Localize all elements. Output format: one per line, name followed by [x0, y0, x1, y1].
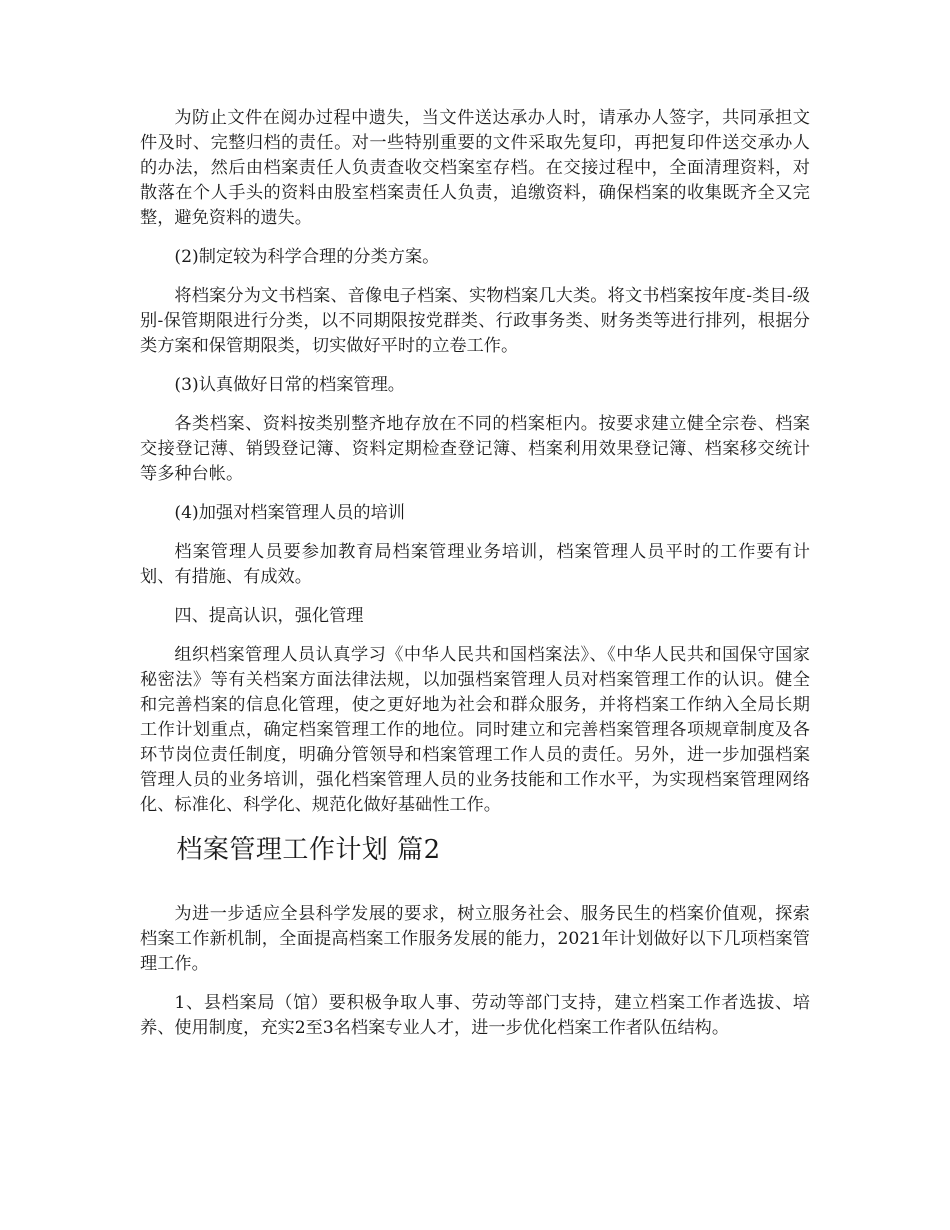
section-heading-plan-2: 档案管理工作计划 篇2	[176, 835, 441, 865]
paragraph-section-four-heading: 四、提高认识，强化管理	[174, 606, 364, 626]
paragraph-training-heading: (4)加强对档案管理人员的培训	[174, 503, 405, 523]
paragraph-daily-management-heading: (3)认真做好日常的档案管理。	[174, 375, 405, 395]
paragraph-daily-management: 各类档案、资料按类别整齐地存放在不同的档案柜内。按要求建立健全宗卷、档案交接登记薄、销毁登记簿、资料定期检查登记簿、档案利用效果登记簿、档案移交统计等多种台帐。	[140, 414, 810, 484]
paragraph-classification-scheme: 将档案分为文书档案、音像电子档案、实物档案几大类。将文书档案按年度-类目-级别-保管期限进行分类，以不同期限按党群类、行政事务类、财务类等进行排列，根据分类方案和保管期限类，切实做好平时的立卷工作。	[140, 286, 810, 356]
paragraph-training: 档案管理人员要参加教育局档案管理业务培训，档案管理人员平时的工作要有计划、有措施、有成效。	[140, 542, 810, 587]
paragraph-archive-handover: 为防止文件在阅办过程中遗失，当文件送达承办人时，请承办人签字，共同承担文件及时、完整归档的责任。对一些特别重要的文件采取先复印，再把复印件送交承办人的办法，然后由档案责任人负责查收交档案室存档。在交接过程中，全面清理资料，对散落在个人手头的资料由股室档案责任人负责，追缴资料，确保档案的收集既齐全又完整，避免资料的遗失。	[140, 108, 810, 228]
paragraph-plan-item-1: 1、县档案局（馆）要积极争取人事、劳动等部门支持，建立档案工作者选拔、培养、使用制度，充实2至3名档案专业人才，进一步优化档案工作者队伍结构。	[140, 993, 810, 1038]
paragraph-awareness: 组织档案管理人员认真学习《中华人民共和国档案法》、《中华人民共和国保守国家秘密法》等有关档案方面法律法规，以加强档案管理人员对档案管理工作的认识。健全和完善档案的信息化管理，使之更好地为社会和群众服务，并将档案工作纳入全局长期工作计划重点，确定档案管理工作的地位。同时建立和完善档案管理各项规章制度及各环节岗位责任制度，明确分管领导和档案管理工作人员的责任。另外，进一步加强档案管理人员的业务培训，强化档案管理人员的业务技能和工作水平，为实现档案管理网络化、标准化、科学化、规范化做好基础性工作。	[140, 645, 810, 815]
paragraph-plan-intro: 为进一步适应全县科学发展的要求，树立服务社会、服务民生的档案价值观，探索档案工作新机制，全面提高档案工作服务发展的能力，2021年计划做好以下几项档案管理工作。	[140, 904, 810, 974]
document-body	[140, 106, 810, 1055]
paragraph-classification-heading: (2)制定较为科学合理的分类方案。	[174, 247, 440, 267]
